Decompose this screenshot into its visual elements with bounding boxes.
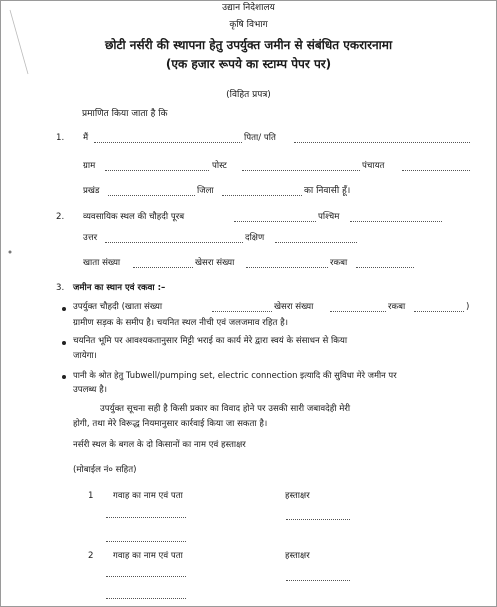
section-1-number: 1. bbox=[56, 133, 65, 143]
bullet-1-area-field[interactable] bbox=[414, 311, 464, 312]
certification-text: प्रमाणित किया जाता है कि bbox=[82, 109, 168, 119]
witness-1-label: गवाह का नाम एवं पता bbox=[113, 491, 183, 501]
panchayat-field[interactable] bbox=[402, 170, 470, 171]
resident-text: का निवासी हूँ। bbox=[304, 186, 351, 196]
block-label: प्रखंड bbox=[83, 186, 100, 196]
bullet-1-khata-field[interactable] bbox=[212, 311, 272, 312]
bullet-1-area-label: रकबा bbox=[388, 302, 406, 312]
block-field[interactable] bbox=[108, 195, 195, 196]
area-field[interactable] bbox=[356, 267, 414, 268]
scan-dot bbox=[8, 250, 12, 254]
witness-2-signature-field[interactable] bbox=[286, 580, 350, 581]
witness-2-label: गवाह का नाम एवं पता bbox=[113, 551, 183, 561]
south-field[interactable] bbox=[275, 242, 357, 243]
bullet-3-line-2: उपलब्ध है। bbox=[73, 385, 107, 395]
bullet-1-close: ) bbox=[466, 302, 470, 312]
post-field[interactable] bbox=[242, 170, 360, 171]
header-department: कृषि विभाग bbox=[229, 20, 268, 30]
bullet-1-line-2: ग्रामीण सड़क के समीप है। चयनित स्थल नीची एवं जलजमाव रहित है। bbox=[73, 318, 288, 328]
bullet-1-khesra-label: खेसरा संख्या bbox=[274, 302, 314, 312]
south-label: दक्षिण bbox=[245, 233, 265, 243]
east-field[interactable] bbox=[234, 221, 316, 222]
witness-1-signature-field[interactable] bbox=[286, 519, 350, 520]
witness-1-signature-label: हस्ताक्षर bbox=[285, 491, 310, 501]
name-label: मैं bbox=[83, 133, 89, 143]
neighbors-heading: नर्सरी स्थल के बगल के दो किसानों का नाम एवं हस्ताक्षर bbox=[73, 440, 246, 450]
khata-label: खाता संख्या bbox=[83, 258, 121, 268]
mobile-note: (मोबाईल नं० सहित) bbox=[73, 465, 137, 475]
bullet-2-line-1: चयनित भूमि पर आवश्यकतानुसार मिट्टी भराई का कार्य मेरे द्वारा स्वयं के संसाधन से किया bbox=[73, 336, 348, 346]
bullet-2 bbox=[62, 341, 66, 345]
village-field[interactable] bbox=[105, 170, 209, 171]
witness-2-number: 2 bbox=[88, 551, 94, 561]
post-label: पोस्ट bbox=[212, 161, 227, 171]
witness-2-address-field[interactable] bbox=[106, 598, 186, 599]
witness-1-address-field[interactable] bbox=[106, 541, 186, 542]
district-field[interactable] bbox=[222, 195, 302, 196]
area-label: रकबा bbox=[330, 258, 348, 268]
khesra-label: खेसरा संख्या bbox=[195, 258, 235, 268]
bullet-2-line-2: जायेगा। bbox=[73, 351, 97, 361]
bullet-1-prefix: उपर्युक्त चौहदी (खाता संख्या bbox=[73, 302, 163, 312]
document-title: छोटी नर्सरी की स्थापना हेतु उपर्युक्त जमीन से संबंधित एकरारनामा bbox=[104, 38, 393, 52]
header-directorate: उद्यान निदेशालय bbox=[222, 3, 275, 13]
father-husband-label: पिता/ पति bbox=[244, 133, 276, 143]
land-location-heading: जमीन का स्थान एवं रकवा :– bbox=[73, 283, 166, 293]
bullet-3-line-1: पानी के श्रोत हेतु Tubwell/pumping set, electric connection इत्यादि की सुविधा मेरे जमीन पर bbox=[73, 370, 397, 380]
declaration-line-2: होगी, तथा मेरे विरूद्ध नियमानुसार कार्रवाई किया जा सकता है। bbox=[73, 419, 268, 429]
declaration-line-1: उपर्युक्त सूचना सही है किसी प्रकार का विवाद होने पर उसकी सारी जबावदेही मेरी bbox=[100, 404, 351, 414]
bullet-1-khesra-field[interactable] bbox=[330, 311, 386, 312]
khata-field[interactable] bbox=[133, 267, 193, 268]
witness-1-number: 1 bbox=[88, 491, 94, 501]
north-label: उत्तर bbox=[83, 233, 98, 243]
document-subtitle-stamp: (एक हजार रूपये का स्टाम्प पेपर पर) bbox=[165, 57, 332, 71]
boundary-east-label: व्यवसायिक स्थल की चौहदी पूरब bbox=[83, 212, 185, 222]
khesra-field[interactable] bbox=[246, 267, 328, 268]
scan-mark bbox=[4, 8, 30, 78]
section-2-number: 2. bbox=[56, 212, 65, 222]
village-label: ग्राम bbox=[83, 161, 96, 171]
prescribed-format-label: (विहित प्रपत्र) bbox=[226, 90, 271, 100]
west-label: पश्चिम bbox=[318, 212, 340, 222]
name-field[interactable] bbox=[94, 142, 242, 143]
witness-2-name-field[interactable] bbox=[106, 576, 186, 577]
father-husband-field[interactable] bbox=[294, 142, 470, 143]
west-field[interactable] bbox=[350, 221, 442, 222]
witness-2-signature-label: हस्ताक्षर bbox=[285, 551, 310, 561]
bullet-1 bbox=[62, 307, 66, 311]
north-field[interactable] bbox=[105, 242, 243, 243]
bullet-3 bbox=[62, 375, 66, 379]
panchayat-label: पंचायत bbox=[362, 161, 385, 171]
witness-1-name-field[interactable] bbox=[106, 517, 186, 518]
section-3-number: 3. bbox=[56, 283, 65, 293]
district-label: जिला bbox=[197, 186, 214, 196]
